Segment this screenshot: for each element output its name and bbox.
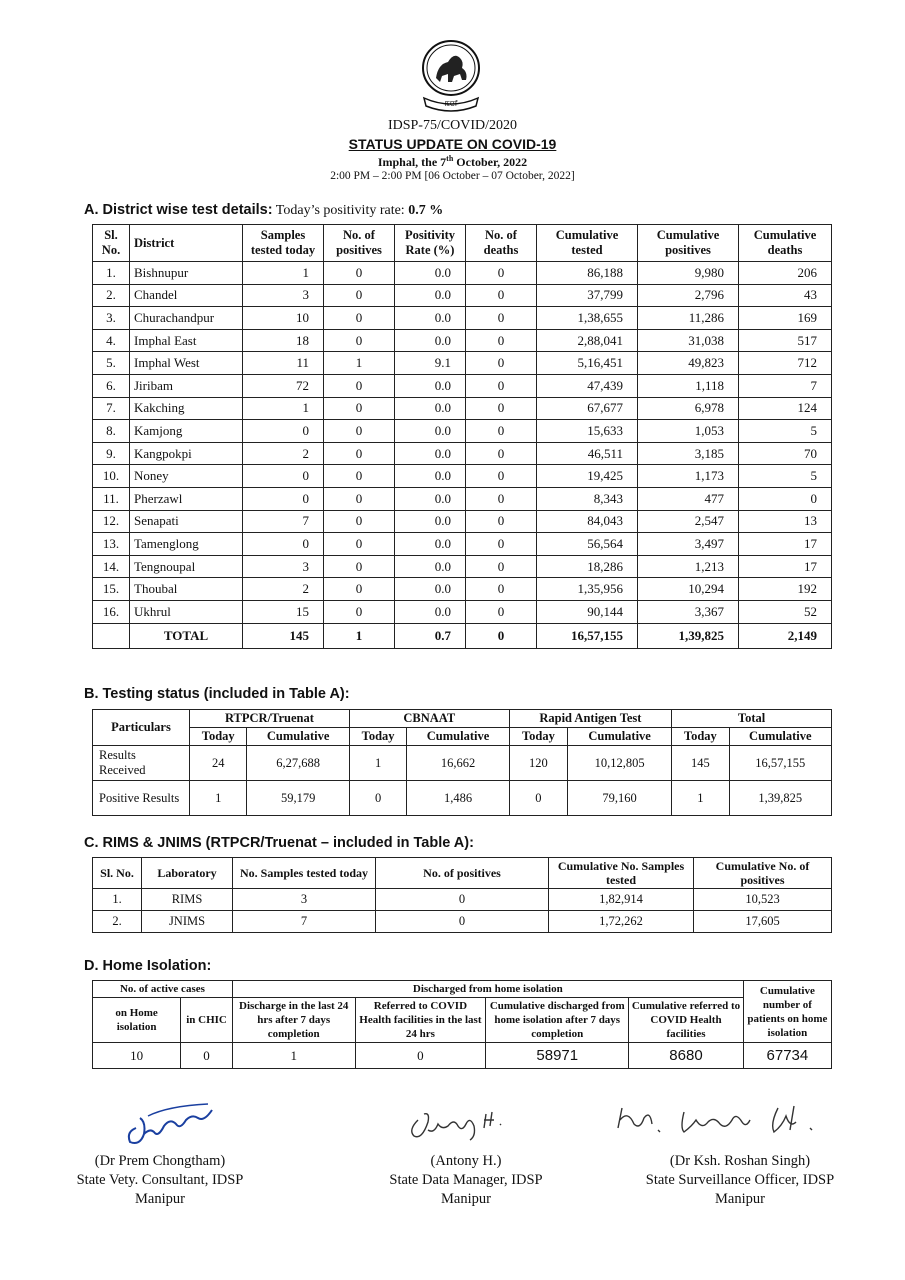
table-cell: 59,179 bbox=[247, 781, 349, 816]
table-cell: 18,286 bbox=[537, 555, 638, 578]
signatory-name: (Dr Prem Chongtham) bbox=[94, 1153, 226, 1169]
table-cell: 3 bbox=[243, 555, 324, 578]
table-cell: 7 bbox=[243, 510, 324, 533]
col-header: Sl. No. bbox=[93, 225, 130, 262]
table-cell: 0 bbox=[324, 487, 395, 510]
table-row bbox=[93, 420, 832, 443]
table-cell: 0.0 bbox=[395, 600, 466, 623]
table-cell: 0.0 bbox=[395, 533, 466, 556]
table-cell: 11,286 bbox=[638, 307, 739, 330]
table-cell: 1 bbox=[324, 352, 395, 375]
table-cell: 0.0 bbox=[395, 329, 466, 352]
rims-jnims-table bbox=[92, 857, 832, 933]
signatory-place: Manipur bbox=[715, 1191, 765, 1207]
sub-header: Today bbox=[349, 728, 406, 746]
table-cell: 7. bbox=[93, 397, 130, 420]
signatory-place: Manipur bbox=[441, 1191, 491, 1207]
table-cell: 18 bbox=[243, 329, 324, 352]
table-cell: 0.0 bbox=[395, 284, 466, 307]
table-cell: 1 bbox=[232, 1043, 355, 1069]
table-cell: RIMS bbox=[142, 889, 233, 911]
home-isolation-table bbox=[92, 980, 832, 1069]
table-cell: 5,16,451 bbox=[537, 352, 638, 375]
table-header-row bbox=[93, 710, 832, 728]
table-cell: Kamjong bbox=[130, 420, 243, 443]
table-cell: 0 bbox=[466, 397, 537, 420]
table-cell: 17 bbox=[739, 533, 832, 556]
table-cell: 9.1 bbox=[395, 352, 466, 375]
table-cell: 3. bbox=[93, 307, 130, 330]
table-cell: 3,367 bbox=[638, 600, 739, 623]
table-cell: 0 bbox=[324, 442, 395, 465]
discharged-header: Discharged from home isolation bbox=[232, 981, 743, 998]
table-cell: 0 bbox=[349, 781, 406, 816]
table-cell: 1,82,914 bbox=[549, 889, 694, 911]
table-cell: 7 bbox=[739, 374, 832, 397]
table-cell: 1,053 bbox=[638, 420, 739, 443]
table-cell: 70 bbox=[739, 442, 832, 465]
table-cell: 1,486 bbox=[407, 781, 509, 816]
table-cell: 124 bbox=[739, 397, 832, 420]
table-cell: 10 bbox=[93, 1043, 181, 1069]
col-header: Cumulative No. of positives bbox=[694, 858, 832, 889]
signatory-title: State Vety. Consultant, IDSP bbox=[76, 1172, 244, 1188]
table-cell: 0.0 bbox=[395, 578, 466, 601]
table-cell: 1. bbox=[93, 889, 142, 911]
signatory-1 bbox=[40, 1152, 280, 1209]
table-cell: 56,564 bbox=[537, 533, 638, 556]
sub-header: Cumulative bbox=[729, 728, 831, 746]
table-cell: 145 bbox=[672, 746, 729, 781]
table-cell: 2,149 bbox=[739, 623, 832, 648]
col-header: Cumulative tested bbox=[537, 225, 638, 262]
table-cell: 10 bbox=[243, 307, 324, 330]
signature-roshan-singh bbox=[610, 1094, 850, 1142]
table-row bbox=[93, 781, 832, 816]
table-cell: 16. bbox=[93, 600, 130, 623]
table-cell: 16,57,155 bbox=[537, 623, 638, 648]
table-cell: 7 bbox=[233, 911, 376, 933]
table-cell: Noney bbox=[130, 465, 243, 488]
table-cell: 0 bbox=[466, 262, 537, 285]
table-cell: 2,547 bbox=[638, 510, 739, 533]
table-cell: Ukhrul bbox=[130, 600, 243, 623]
signatory-title: State Surveillance Officer, IDSP bbox=[645, 1172, 835, 1188]
table-cell: 8. bbox=[93, 420, 130, 443]
table-cell: 0.0 bbox=[395, 487, 466, 510]
table-cell: 0 bbox=[466, 510, 537, 533]
table-row bbox=[93, 329, 832, 352]
table-cell: Chandel bbox=[130, 284, 243, 307]
table-cell: 517 bbox=[739, 329, 832, 352]
table-cell: 0 bbox=[466, 307, 537, 330]
col-header: No. of positives bbox=[376, 858, 549, 889]
col-header: District bbox=[130, 225, 243, 262]
table-cell: 0 bbox=[324, 510, 395, 533]
table-cell: 0.0 bbox=[395, 307, 466, 330]
table-cell: 10,523 bbox=[694, 889, 832, 911]
table-cell: 0 bbox=[324, 307, 395, 330]
positivity-text: Today’s positivity rate: bbox=[272, 203, 409, 218]
svg-text:ꯃꯅꯤ: ꯃꯅꯤ bbox=[444, 100, 458, 108]
table-cell: 3 bbox=[233, 889, 376, 911]
table-cell: 1. bbox=[93, 262, 130, 285]
col-header: Laboratory bbox=[142, 858, 233, 889]
table-cell: 2,796 bbox=[638, 284, 739, 307]
sub-header: in CHIC bbox=[181, 998, 233, 1043]
signatory-place: Manipur bbox=[135, 1191, 185, 1207]
table-row bbox=[93, 911, 832, 933]
table-cell: 8680 bbox=[629, 1043, 744, 1069]
table-cell: 0 bbox=[243, 420, 324, 443]
table-cell: 2. bbox=[93, 284, 130, 307]
table-cell: 0 bbox=[324, 600, 395, 623]
col-header: Cumulative deaths bbox=[739, 225, 832, 262]
table-cell: 67734 bbox=[743, 1043, 831, 1069]
table-row bbox=[93, 746, 832, 781]
signatory-3 bbox=[610, 1152, 870, 1209]
table-cell: 8,343 bbox=[537, 487, 638, 510]
table-cell: 0 bbox=[376, 889, 549, 911]
table-cell: 0 bbox=[466, 442, 537, 465]
table-cell: 0 bbox=[324, 533, 395, 556]
table-row bbox=[93, 600, 832, 623]
document-reference: IDSP-75/COVID/2020 bbox=[387, 118, 518, 133]
table-cell: 31,038 bbox=[638, 329, 739, 352]
table-cell: 0.0 bbox=[395, 420, 466, 443]
table-cell: 17 bbox=[739, 555, 832, 578]
table-row bbox=[93, 533, 832, 556]
table-cell: 0 bbox=[243, 487, 324, 510]
sub-header: Discharge in the last 24 hrs after 7 days completion bbox=[232, 998, 355, 1043]
table-cell: 10,12,805 bbox=[568, 746, 672, 781]
signature-prem-chongtham bbox=[118, 1098, 218, 1148]
table-cell: 0 bbox=[466, 420, 537, 443]
table-row bbox=[93, 307, 832, 330]
table-cell: 90,144 bbox=[537, 600, 638, 623]
table-cell: 6. bbox=[93, 374, 130, 397]
table-cell: 0 bbox=[466, 555, 537, 578]
table-subheader-row bbox=[93, 728, 832, 746]
table-cell: Pherzawl bbox=[130, 487, 243, 510]
table-subheader-row bbox=[93, 998, 832, 1043]
table-cell: 0 bbox=[324, 555, 395, 578]
table-cell: 0 bbox=[466, 465, 537, 488]
group-header-total: Total bbox=[672, 710, 832, 728]
table-cell: 10,294 bbox=[638, 578, 739, 601]
sub-header: Today bbox=[509, 728, 567, 746]
table-cell: 0 bbox=[466, 352, 537, 375]
table-cell: 15. bbox=[93, 578, 130, 601]
table-cell: 1,39,825 bbox=[638, 623, 739, 648]
table-row bbox=[93, 284, 832, 307]
table-cell: 5. bbox=[93, 352, 130, 375]
table-cell: 0.0 bbox=[395, 555, 466, 578]
table-header-row bbox=[93, 981, 832, 998]
table-cell: 11. bbox=[93, 487, 130, 510]
table-row bbox=[93, 262, 832, 285]
sub-header: Today bbox=[672, 728, 729, 746]
table-cell: 206 bbox=[739, 262, 832, 285]
table-header-row bbox=[93, 225, 832, 262]
table-cell: 1,118 bbox=[638, 374, 739, 397]
col-header: Samples tested today bbox=[243, 225, 324, 262]
table-cell: 1 bbox=[349, 746, 406, 781]
table-cell: 712 bbox=[739, 352, 832, 375]
table-cell: 72 bbox=[243, 374, 324, 397]
table-cell: 0 bbox=[324, 397, 395, 420]
table-cell: Imphal West bbox=[130, 352, 243, 375]
document-title: STATUS UPDATE ON COVID-19 bbox=[348, 136, 557, 152]
table-row bbox=[93, 374, 832, 397]
table-row bbox=[93, 465, 832, 488]
table-cell: 49,823 bbox=[638, 352, 739, 375]
table-cell: 1 bbox=[243, 262, 324, 285]
table-cell: 0.0 bbox=[395, 442, 466, 465]
table-cell: 19,425 bbox=[537, 465, 638, 488]
table-cell: 10. bbox=[93, 465, 130, 488]
sub-header: Cumulative bbox=[407, 728, 509, 746]
table-cell: 0 bbox=[324, 374, 395, 397]
table-cell: 0 bbox=[466, 533, 537, 556]
particulars-header: Particulars bbox=[93, 710, 190, 746]
table-cell bbox=[93, 623, 130, 648]
table-cell: 11 bbox=[243, 352, 324, 375]
table-cell: 0 bbox=[466, 623, 537, 648]
table-cell: 17,605 bbox=[694, 911, 832, 933]
table-cell: 0 bbox=[466, 578, 537, 601]
table-cell: 0 bbox=[243, 533, 324, 556]
table-cell: 477 bbox=[638, 487, 739, 510]
col-header: Positivity Rate (%) bbox=[395, 225, 466, 262]
positivity-value: 0.7 % bbox=[408, 203, 444, 218]
table-cell: 0 bbox=[376, 911, 549, 933]
table-cell: 5 bbox=[739, 465, 832, 488]
table-cell: Bishnupur bbox=[130, 262, 243, 285]
group-header-rat: Rapid Antigen Test bbox=[509, 710, 671, 728]
section-a-label: A. District wise test details: bbox=[84, 202, 273, 218]
col-header: Sl. No. bbox=[93, 858, 142, 889]
signatory-2 bbox=[346, 1152, 586, 1209]
sub-header: Referred to COVID Health facilities in the last 24 hrs bbox=[355, 998, 486, 1043]
table-cell: 24 bbox=[190, 746, 247, 781]
table-cell: 0 bbox=[324, 262, 395, 285]
table-cell: 3 bbox=[243, 284, 324, 307]
table-cell: 43 bbox=[739, 284, 832, 307]
table-cell: 6,978 bbox=[638, 397, 739, 420]
signatory-name: (Antony H.) bbox=[430, 1153, 502, 1169]
cumulative-home-isolation-header: Cumulative number of patients on home isolation bbox=[743, 981, 831, 1043]
active-cases-header: No. of active cases bbox=[93, 981, 233, 998]
table-cell: JNIMS bbox=[142, 911, 233, 933]
sub-header: on Home isolation bbox=[93, 998, 181, 1043]
col-header: No. Samples tested today bbox=[233, 858, 376, 889]
table-cell: Thoubal bbox=[130, 578, 243, 601]
table-row bbox=[93, 555, 832, 578]
place-date: Imphal, the 7th October, 2022 bbox=[377, 154, 528, 169]
table-cell: 1,72,262 bbox=[549, 911, 694, 933]
table-cell: 1 bbox=[190, 781, 247, 816]
table-cell: 2 bbox=[243, 442, 324, 465]
table-cell: 3,497 bbox=[638, 533, 739, 556]
district-test-table bbox=[92, 224, 832, 649]
signature-antony-h bbox=[404, 1100, 524, 1146]
table-cell: 16,57,155 bbox=[729, 746, 831, 781]
table-cell: 0.0 bbox=[395, 397, 466, 420]
table-row bbox=[93, 1043, 832, 1069]
sub-header: Today bbox=[190, 728, 247, 746]
table-cell: 0 bbox=[739, 487, 832, 510]
col-header: Cumulative No. Samples tested bbox=[549, 858, 694, 889]
table-row bbox=[93, 442, 832, 465]
col-header: No. of deaths bbox=[466, 225, 537, 262]
table-cell: 0 bbox=[243, 465, 324, 488]
table-cell: 0 bbox=[324, 329, 395, 352]
table-row bbox=[93, 578, 832, 601]
table-cell: 79,160 bbox=[568, 781, 672, 816]
manipur-emblem-logo bbox=[418, 38, 484, 114]
testing-status-table bbox=[92, 709, 832, 816]
table-cell: 0 bbox=[355, 1043, 486, 1069]
table-cell: Jiribam bbox=[130, 374, 243, 397]
table-cell: 169 bbox=[739, 307, 832, 330]
table-row bbox=[93, 352, 832, 375]
section-a-heading bbox=[84, 202, 443, 219]
table-cell: 1,35,956 bbox=[537, 578, 638, 601]
table-cell: 0 bbox=[509, 781, 567, 816]
table-cell: 0 bbox=[466, 329, 537, 352]
total-row bbox=[93, 623, 832, 648]
signatory-title: State Data Manager, IDSP bbox=[389, 1172, 543, 1188]
table-cell: 1,39,825 bbox=[729, 781, 831, 816]
table-cell: Kangpokpi bbox=[130, 442, 243, 465]
table-cell: 0 bbox=[466, 284, 537, 307]
table-cell: 1,38,655 bbox=[537, 307, 638, 330]
table-cell: 13. bbox=[93, 533, 130, 556]
table-cell: Senapati bbox=[130, 510, 243, 533]
table-cell: 2,88,041 bbox=[537, 329, 638, 352]
table-cell: 12. bbox=[93, 510, 130, 533]
table-cell: 46,511 bbox=[537, 442, 638, 465]
table-cell: 120 bbox=[509, 746, 567, 781]
section-d-heading: D. Home Isolation: bbox=[84, 958, 212, 974]
col-header: No. of positives bbox=[324, 225, 395, 262]
table-cell: 67,677 bbox=[537, 397, 638, 420]
table-cell: 16,662 bbox=[407, 746, 509, 781]
table-cell: 0 bbox=[324, 465, 395, 488]
table-cell: 9,980 bbox=[638, 262, 739, 285]
group-header-cbnaat: CBNAAT bbox=[349, 710, 509, 728]
table-cell: 5 bbox=[739, 420, 832, 443]
table-cell: 52 bbox=[739, 600, 832, 623]
table-cell: 0 bbox=[324, 420, 395, 443]
group-header-rtpcr: RTPCR/Truenat bbox=[190, 710, 350, 728]
table-row bbox=[93, 487, 832, 510]
table-cell: 1,173 bbox=[638, 465, 739, 488]
table-cell: 2 bbox=[243, 578, 324, 601]
sub-header: Cumulative referred to COVID Health facilities bbox=[629, 998, 744, 1043]
table-cell: Imphal East bbox=[130, 329, 243, 352]
table-cell: 9. bbox=[93, 442, 130, 465]
table-cell: 0.0 bbox=[395, 465, 466, 488]
sub-header: Cumulative discharged from home isolation after 7 days completion bbox=[486, 998, 629, 1043]
table-cell: 86,188 bbox=[537, 262, 638, 285]
section-c-heading: C. RIMS & JNIMS (RTPCR/Truenat – included in Table A): bbox=[84, 835, 474, 851]
table-cell: Tamenglong bbox=[130, 533, 243, 556]
table-row bbox=[93, 510, 832, 533]
table-cell: 58971 bbox=[486, 1043, 629, 1069]
table-cell: 0.0 bbox=[395, 374, 466, 397]
table-cell: Churachandpur bbox=[130, 307, 243, 330]
table-cell: TOTAL bbox=[130, 623, 243, 648]
table-cell: 15,633 bbox=[537, 420, 638, 443]
col-header: Cumulative positives bbox=[638, 225, 739, 262]
table-cell: 0 bbox=[466, 374, 537, 397]
signatory-name: (Dr Ksh. Roshan Singh) bbox=[669, 1153, 811, 1169]
sub-header: Cumulative bbox=[568, 728, 672, 746]
table-cell: 192 bbox=[739, 578, 832, 601]
table-cell: 6,27,688 bbox=[247, 746, 349, 781]
table-cell: 1 bbox=[672, 781, 729, 816]
table-cell: 47,439 bbox=[537, 374, 638, 397]
table-cell: 1 bbox=[243, 397, 324, 420]
table-cell: 4. bbox=[93, 329, 130, 352]
report-period: 2:00 PM – 2:00 PM [06 October – 07 October, 2022] bbox=[330, 170, 575, 182]
table-cell: 0.7 bbox=[395, 623, 466, 648]
table-cell: 13 bbox=[739, 510, 832, 533]
table-cell: 145 bbox=[243, 623, 324, 648]
table-cell: 0 bbox=[324, 578, 395, 601]
table-cell: 0.0 bbox=[395, 262, 466, 285]
table-cell: 0 bbox=[324, 284, 395, 307]
table-cell: 84,043 bbox=[537, 510, 638, 533]
table-row bbox=[93, 397, 832, 420]
table-cell: 0 bbox=[466, 600, 537, 623]
table-cell: 15 bbox=[243, 600, 324, 623]
table-cell: 0.0 bbox=[395, 510, 466, 533]
table-cell: 14. bbox=[93, 555, 130, 578]
table-cell: 37,799 bbox=[537, 284, 638, 307]
table-header-row bbox=[93, 858, 832, 889]
section-b-heading: B. Testing status (included in Table A): bbox=[84, 686, 350, 702]
table-cell: Kakching bbox=[130, 397, 243, 420]
table-cell: 0 bbox=[181, 1043, 233, 1069]
sub-header: Cumulative bbox=[247, 728, 349, 746]
table-cell: 0 bbox=[466, 487, 537, 510]
table-cell: 1,213 bbox=[638, 555, 739, 578]
table-cell: Results Received bbox=[93, 746, 190, 781]
table-cell: 2. bbox=[93, 911, 142, 933]
table-cell: Positive Results bbox=[93, 781, 190, 816]
table-cell: 1 bbox=[324, 623, 395, 648]
table-cell: 3,185 bbox=[638, 442, 739, 465]
table-row bbox=[93, 889, 832, 911]
table-cell: Tengnoupal bbox=[130, 555, 243, 578]
